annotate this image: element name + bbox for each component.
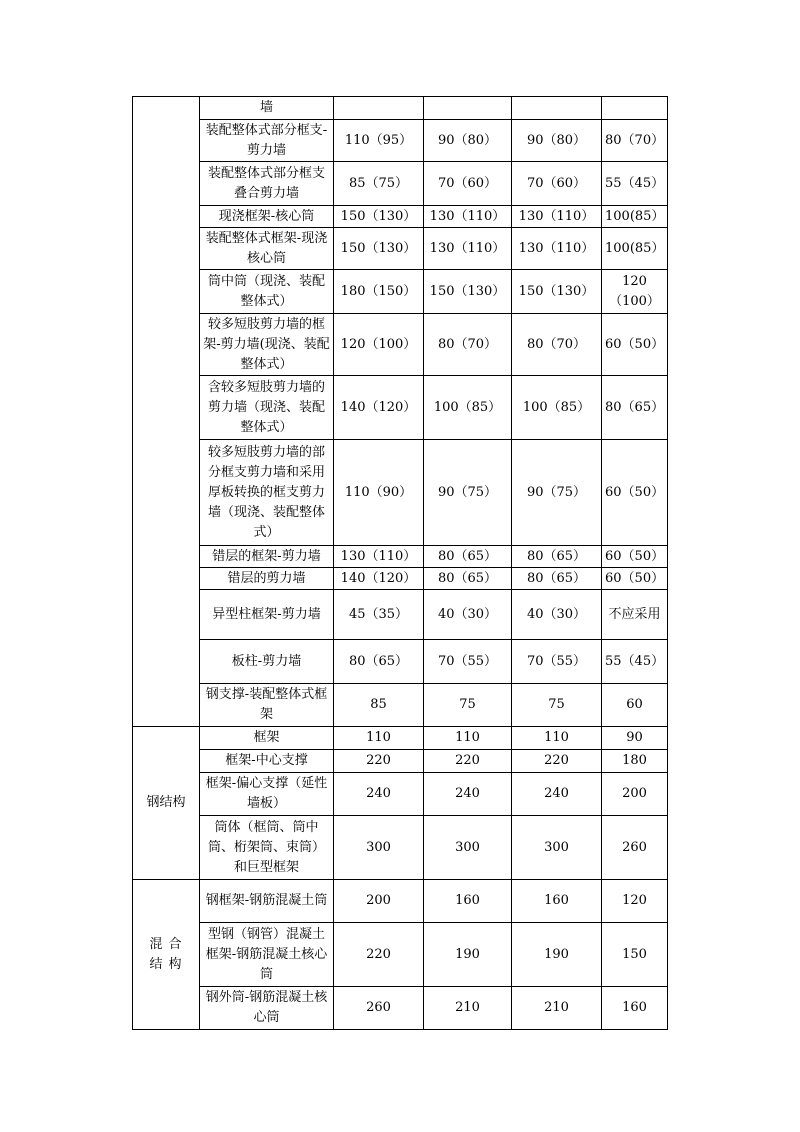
value-cell: 200 [334,880,424,923]
table-row [133,816,668,880]
value-cell: 100（85） [424,376,512,440]
value-cell: 130（110） [424,206,512,228]
value-cell: 70（60） [512,162,602,206]
value-cell: 120（100） [602,270,668,314]
value-cell: 180（150） [334,270,424,314]
value-cell: 150（130） [424,270,512,314]
structure-name: 筒体（框筒、筒中筒、桁架筒、束筒）和巨型框架 [200,816,334,880]
structure-name: 筒中筒（现浇、装配整体式） [200,270,334,314]
value-cell: 45（35） [334,590,424,640]
value-cell: 80（70） [512,314,602,376]
value-cell: 160 [424,880,512,923]
table-row [133,773,668,816]
value-cell: 210 [424,987,512,1030]
category-cell: 混合结构 [133,880,200,1030]
structure-name: 钢框架-钢筋混凝土筒 [200,880,334,923]
value-cell: 240 [334,773,424,816]
value-cell: 100(85） [602,228,668,270]
value-cell: 90（75） [424,440,512,546]
category-cell [133,97,200,727]
structure-name: 框架-偏心支撑（延性墙板） [200,773,334,816]
table-row [133,923,668,987]
value-cell: 60（50） [602,440,668,546]
value-cell: 190 [424,923,512,987]
value-cell: 130（110） [512,228,602,270]
structure-name: 钢外筒-钢筋混凝土核心筒 [200,987,334,1030]
value-cell: 60 [602,684,668,727]
table-row [133,750,668,773]
value-cell: 150（130） [512,270,602,314]
value-cell: 55（45） [602,640,668,684]
value-cell: 220 [334,923,424,987]
value-cell: 80（65） [512,568,602,590]
value-cell: 85（75） [334,162,424,206]
value-cell: 150（130） [334,206,424,228]
value-cell: 110（95） [334,120,424,162]
table-row [133,546,668,568]
value-cell: 90（80） [424,120,512,162]
value-cell: 85 [334,684,424,727]
structure-name: 框架 [200,727,334,750]
value-cell: 130（110） [334,546,424,568]
value-cell [512,97,602,120]
value-cell: 140（120） [334,376,424,440]
value-cell: 80（65） [424,546,512,568]
table-row [133,270,668,314]
structure-name: 较多短肢剪力墙的部分框支剪力墙和采用厚板转换的框支剪力墙（现浇、装配整体式） [200,440,334,546]
value-cell: 90（75） [512,440,602,546]
value-cell: 150 [602,923,668,987]
table-row [133,727,668,750]
table-row [133,376,668,440]
value-cell: 150（130） [334,228,424,270]
value-cell: 210 [512,987,602,1030]
value-cell: 120（100） [334,314,424,376]
value-cell: 240 [424,773,512,816]
structure-height-table [132,96,668,1030]
value-cell: 100(85） [602,206,668,228]
value-cell: 75 [424,684,512,727]
structure-name: 墙 [200,97,334,120]
value-cell: 160 [602,987,668,1030]
value-cell: 260 [334,987,424,1030]
value-cell: 180 [602,750,668,773]
table-row [133,568,668,590]
value-cell: 300 [424,816,512,880]
structure-name: 含较多短肢剪力墙的剪力墙（现浇、装配整体式） [200,376,334,440]
value-cell: 140（120） [334,568,424,590]
structure-name: 较多短肢剪力墙的框架-剪力墙(现浇、装配整体式） [200,314,334,376]
structure-name: 框架-中心支撑 [200,750,334,773]
value-cell: 80（65） [424,568,512,590]
value-cell: 110 [424,727,512,750]
table-row [133,880,668,923]
structure-name: 板柱-剪力墙 [200,640,334,684]
value-cell: 300 [334,816,424,880]
value-cell: 80（65） [334,640,424,684]
value-cell: 70（60） [424,162,512,206]
table-row [133,684,668,727]
value-cell: 240 [512,773,602,816]
value-cell [334,97,424,120]
table-row [133,440,668,546]
value-cell: 55（45） [602,162,668,206]
structure-name: 装配整体式框架-现浇核心筒 [200,228,334,270]
table-row [133,314,668,376]
structure-name: 装配整体式部分框支叠合剪力墙 [200,162,334,206]
value-cell: 160 [512,880,602,923]
value-cell: 130（110） [424,228,512,270]
value-cell: 200 [602,773,668,816]
value-cell: 40（30） [424,590,512,640]
value-cell [602,97,668,120]
value-cell: 90（80） [512,120,602,162]
value-cell: 80（70） [424,314,512,376]
value-cell: 120 [602,880,668,923]
structure-name: 错层的剪力墙 [200,568,334,590]
structure-name: 装配整体式部分框支-剪力墙 [200,120,334,162]
table-row [133,162,668,206]
value-cell: 60（50） [602,546,668,568]
value-cell: 260 [602,816,668,880]
value-cell: 90 [602,727,668,750]
value-cell: 100（85） [512,376,602,440]
table-row [133,97,668,120]
value-cell: 110（90） [334,440,424,546]
value-cell: 190 [512,923,602,987]
value-cell: 75 [512,684,602,727]
structure-name: 异型柱框架-剪力墙 [200,590,334,640]
value-cell: 80（65） [512,546,602,568]
value-cell: 70（55） [512,640,602,684]
table-row [133,640,668,684]
value-cell: 70（55） [424,640,512,684]
value-cell: 220 [512,750,602,773]
table-row [133,590,668,640]
value-cell: 110 [512,727,602,750]
value-cell [424,97,512,120]
value-cell: 60（50） [602,568,668,590]
value-cell: 110 [334,727,424,750]
table-row [133,228,668,270]
value-cell: 300 [512,816,602,880]
value-cell: 220 [424,750,512,773]
value-cell: 220 [334,750,424,773]
value-cell: 80（70） [602,120,668,162]
table-row [133,206,668,228]
value-cell: 不应采用 [602,590,668,640]
structure-name: 型钢（钢管）混凝土框架-钢筋混凝土核心筒 [200,923,334,987]
value-cell: 60（50） [602,314,668,376]
table-row [133,987,668,1030]
structure-name: 现浇框架-核心筒 [200,206,334,228]
value-cell: 80（65） [602,376,668,440]
value-cell: 40（30） [512,590,602,640]
structure-name: 错层的框架-剪力墙 [200,546,334,568]
category-cell: 钢结构 [133,727,200,880]
value-cell: 130（110） [512,206,602,228]
structure-name: 钢支撑-装配整体式框架 [200,684,334,727]
table-row [133,120,668,162]
